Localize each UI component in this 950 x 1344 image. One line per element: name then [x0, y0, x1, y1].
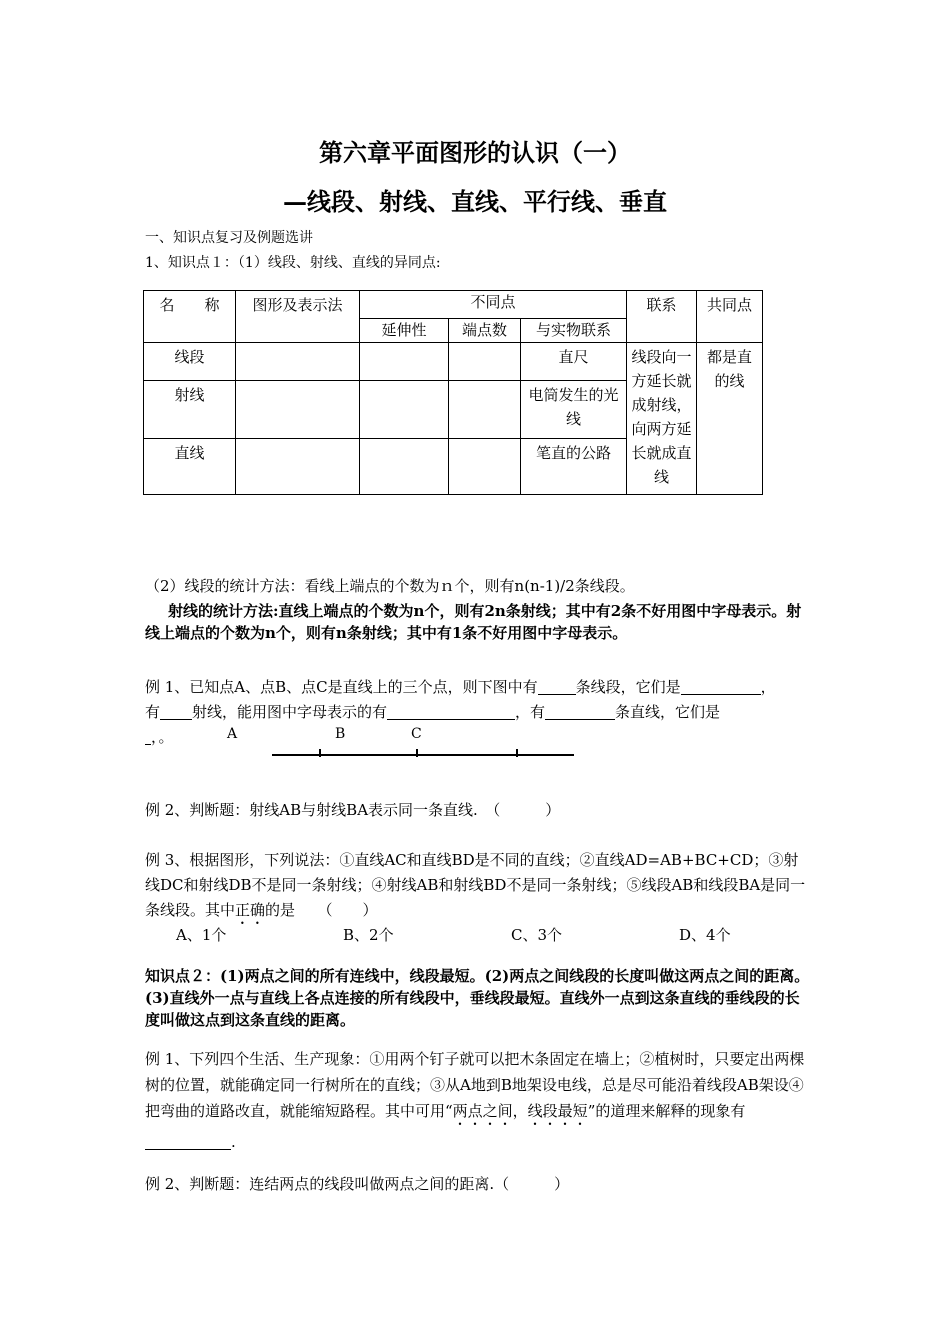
example-3 — [145, 848, 810, 928]
header-name: 名 称 — [144, 291, 236, 343]
blank-segment-count[interactable] — [538, 678, 576, 695]
row-name: 线段 — [144, 343, 236, 381]
header-figure: 图形及表示法 — [236, 291, 360, 343]
kp2-example-2: 例 2、判断题：连结两点的线段叫做两点之间的距离.（ ） — [145, 1175, 570, 1193]
row-real-object: 电筒发生的光线 — [521, 381, 627, 439]
option-a: A、1个 — [176, 926, 227, 944]
row-endpoints-cell — [449, 381, 521, 439]
row-figure-cell — [236, 381, 360, 439]
row-figure-cell — [236, 439, 360, 495]
ex1-text: ， — [760, 678, 776, 696]
kp2-example-1 — [145, 1046, 810, 1155]
point-label-b: B — [335, 726, 346, 742]
header-endpoints: 端点数 — [449, 319, 521, 343]
page-subtitle: —线段、射线、直线、平行线、垂直 — [283, 187, 667, 216]
row-endpoints-cell — [449, 343, 521, 381]
blank-ray-count[interactable] — [160, 703, 192, 720]
kp2-ex1-text: . — [231, 1133, 236, 1151]
page-title: 第六章平面图形的认识（一） — [319, 138, 631, 167]
kp2-ex1-text: 例 1、下列四个生活、生产现象：①用两个钉子就可以把木条固定在墙上；②植树时，只要定出两棵树的位置，就能确定同一行树所在的直线；③从A地到B地架设电线，总是尽可能沿着线段AB架设④把弯曲的道路改直，就能缩短路程。其中可用“ — [145, 1050, 805, 1120]
knowledge-point-2: 知识点２：(1)两点之间的所有连线中，线段最短。(2)两点之间线段的长度叫做这两点之间的距离。(3)直线外一点与直线上各点连接的所有线段中，垂线段最短。直线外一点到这条直线的垂线段的长度叫做这点到这条直线的距离。 — [145, 967, 810, 1029]
relation-cell: 线段向一方延长就成射线，向两方延长就成直线 — [627, 343, 697, 495]
option-d: D、4个 — [679, 926, 731, 944]
segment-count-method: （2）线段的统计方法：看线上端点的个数为ｎ个，则有n(n-1)/2条线段。 — [145, 577, 635, 595]
knowledge-point-1-heading: 1、知识点１：（1）线段、射线、直线的异同点: — [145, 255, 441, 271]
row-extension-cell — [360, 439, 449, 495]
header-common: 共同点 — [697, 291, 763, 343]
row-name: 直线 — [144, 439, 236, 495]
blank-segment-names[interactable] — [681, 678, 761, 695]
blank-phenomena[interactable] — [145, 1133, 231, 1150]
row-real-object: 直尺 — [521, 343, 627, 381]
row-extension-cell — [360, 343, 449, 381]
blank-line-count[interactable] — [545, 703, 615, 720]
example-1-line-3 — [145, 725, 174, 749]
option-c: C、3个 — [511, 926, 563, 944]
section-heading: 一、知识点复习及例题选讲 — [145, 230, 313, 246]
common-cell: 都是直的线 — [697, 343, 763, 495]
header-extension: 延伸性 — [360, 319, 449, 343]
ex1-text: 有 — [145, 703, 161, 721]
ex1-text: 例 1、已知点A、点B、点C是直线上的三个点，则下图中有 — [145, 678, 538, 696]
ex1-text: 射线，能用图中字母表示的有 — [192, 703, 388, 721]
ex1-text: ， — [151, 728, 159, 746]
table-row — [144, 343, 763, 381]
ex1-text: ，有 — [515, 703, 546, 721]
blank-ray-names[interactable] — [387, 703, 515, 720]
example-1-line-2 — [145, 700, 720, 724]
kp2-ex1-emphasis: 两点之间，线段最短 — [452, 1102, 588, 1120]
ex1-text: 条直线，它们是 — [615, 703, 721, 721]
ray-count-method: 射线的统计方法:直线上端点的个数为n个，则有2n条射线；其中有2条不好用图中字母表示。射线上端点的个数为n个，则有n条射线；其中有1条不好用图中字母表示。 — [145, 602, 802, 642]
point-label-c: C — [411, 726, 422, 742]
example-1-line-1 — [145, 675, 776, 699]
point-tick — [319, 749, 321, 757]
ex3-text: 的是 （ ） — [265, 901, 378, 919]
row-name: 射线 — [144, 381, 236, 439]
row-figure-cell — [236, 343, 360, 381]
header-real-object: 与实物联系 — [521, 319, 627, 343]
ex1-text: 条线段，它们是 — [575, 678, 681, 696]
kp2-ex1-text: ”的道理来解释的现象有 — [587, 1102, 746, 1120]
point-tick — [416, 749, 418, 757]
ex3-emphasis: 正确 — [235, 901, 266, 919]
line-figure — [272, 754, 574, 756]
example-2: 例 2、判断题：射线AB与射线BA表示同一条直线. （ ） — [145, 801, 561, 819]
comparison-table — [143, 290, 763, 495]
option-b: B、2个 — [343, 926, 394, 944]
row-endpoints-cell — [449, 439, 521, 495]
point-tick — [516, 749, 518, 757]
row-real-object: 笔直的公路 — [521, 439, 627, 495]
row-extension-cell — [360, 381, 449, 439]
header-differences: 不同点 — [360, 291, 627, 319]
ex3-text: 例 3、根据图形，下列说法：①直线AC和直线BD是不同的直线；②直线AD=AB+BC+CD；③射线DC和射线DB不是同一条射线；④射线AB和射线BD不是同一条射线；⑤线段AB和线段BA是同一条线段。其中 — [145, 851, 806, 919]
point-label-a: A — [227, 726, 238, 742]
header-relation: 联系 — [627, 291, 697, 343]
ex1-text: 。 — [158, 728, 174, 746]
